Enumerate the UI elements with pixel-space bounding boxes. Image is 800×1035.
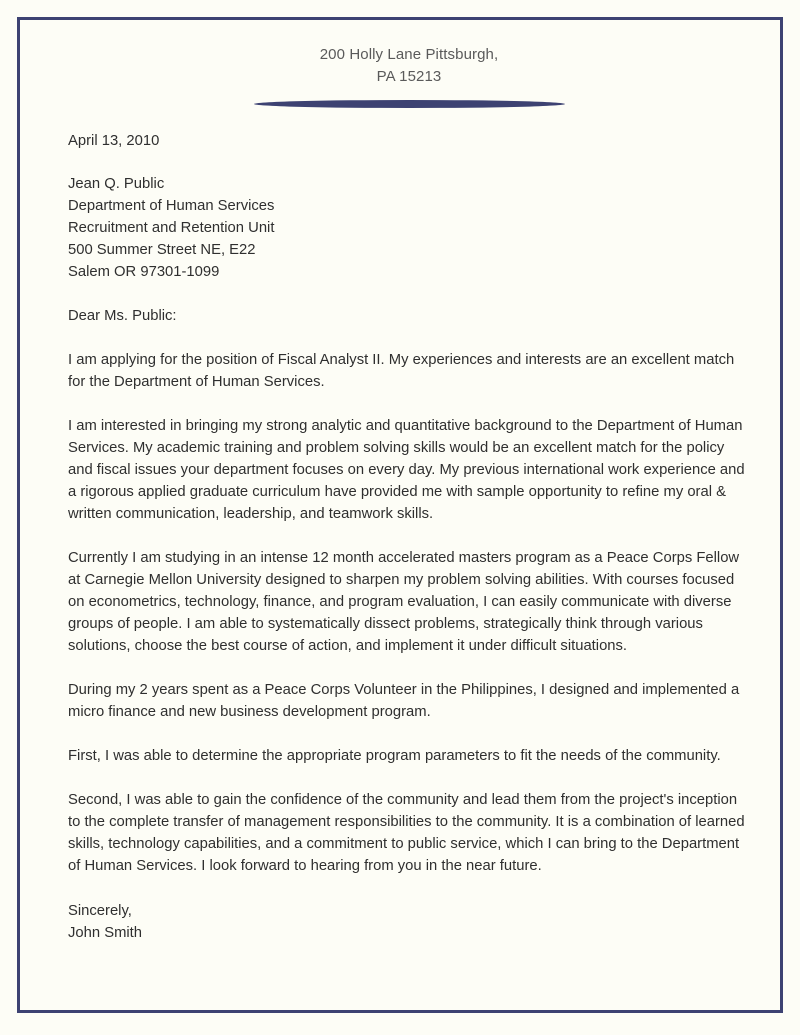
letterhead	[68, 0, 750, 88]
body-paragraph-3: Currently I am studying in an intense 12 month accelerated masters program as a Peace Corps Fellow at Carnegie Mellon University designed to sharpen my problem solving abilities. With courses focused on econometrics, technology, finance, and program evaluation, I can easily communicate with diverse groups of people. I am able to systematically dissect problems, strategically think through various solutions, choose the best course of action, and implement it under difficult situations.	[68, 550, 740, 654]
recipient-name: Jean Q. Public	[68, 176, 165, 192]
salutation: Dear Ms. Public:	[68, 308, 177, 324]
body-paragraph-5: First, I was able to determine the appropriate program parameters to fit the needs of the community.	[68, 748, 721, 764]
closing-block	[68, 900, 750, 944]
letterhead-address-line-2: PA 15213	[376, 68, 442, 85]
recipient-city-state-zip: Salem OR 97301-1099	[68, 264, 220, 280]
recipient-street: 500 Summer Street NE, E22	[68, 242, 256, 258]
letterhead-address-line-1: 200 Holly Lane Pittsburgh,	[319, 46, 499, 63]
body-paragraph-2: I am interested in bringing my strong analytic and quantitative background to the Department of Human Services. My academic training and problem solving skills would be an excellent match for the policy and fiscal issues your department focuses on every day. My previous international work experience and a rigorous applied graduate curriculum have provided me with sample opportunity to refine my oral & written communication, leadership, and teamwork skills.	[68, 418, 745, 522]
body-paragraph-6: Second, I was able to gain the confidence of the community and lead them from the project's inception to the complete transfer of management responsibilities to the community. It is a combination of learned skills, technology capabilities, and a commitment to public service, which I can bring to the Department of Human Services. I look forward to hearing from you in the near future.	[68, 792, 745, 874]
letter-date: April 13, 2010	[68, 133, 160, 149]
recipient-unit: Recruitment and Retention Unit	[68, 220, 275, 236]
letterhead-divider	[68, 100, 750, 108]
divider-bar-icon	[254, 100, 565, 108]
letter-body	[68, 130, 750, 944]
recipient-department: Department of Human Services	[68, 198, 275, 214]
signature-name: John Smith	[68, 925, 143, 941]
body-paragraph-1: I am applying for the position of Fiscal Analyst II. My experiences and interests are an excellent match for the Department of Human Services.	[68, 352, 735, 390]
valediction: Sincerely,	[68, 903, 132, 919]
recipient-address-block	[68, 173, 750, 283]
body-paragraph-4: During my 2 years spent as a Peace Corps Volunteer in the Philippines, I designed and implemented a micro finance and new business development program.	[68, 682, 740, 720]
